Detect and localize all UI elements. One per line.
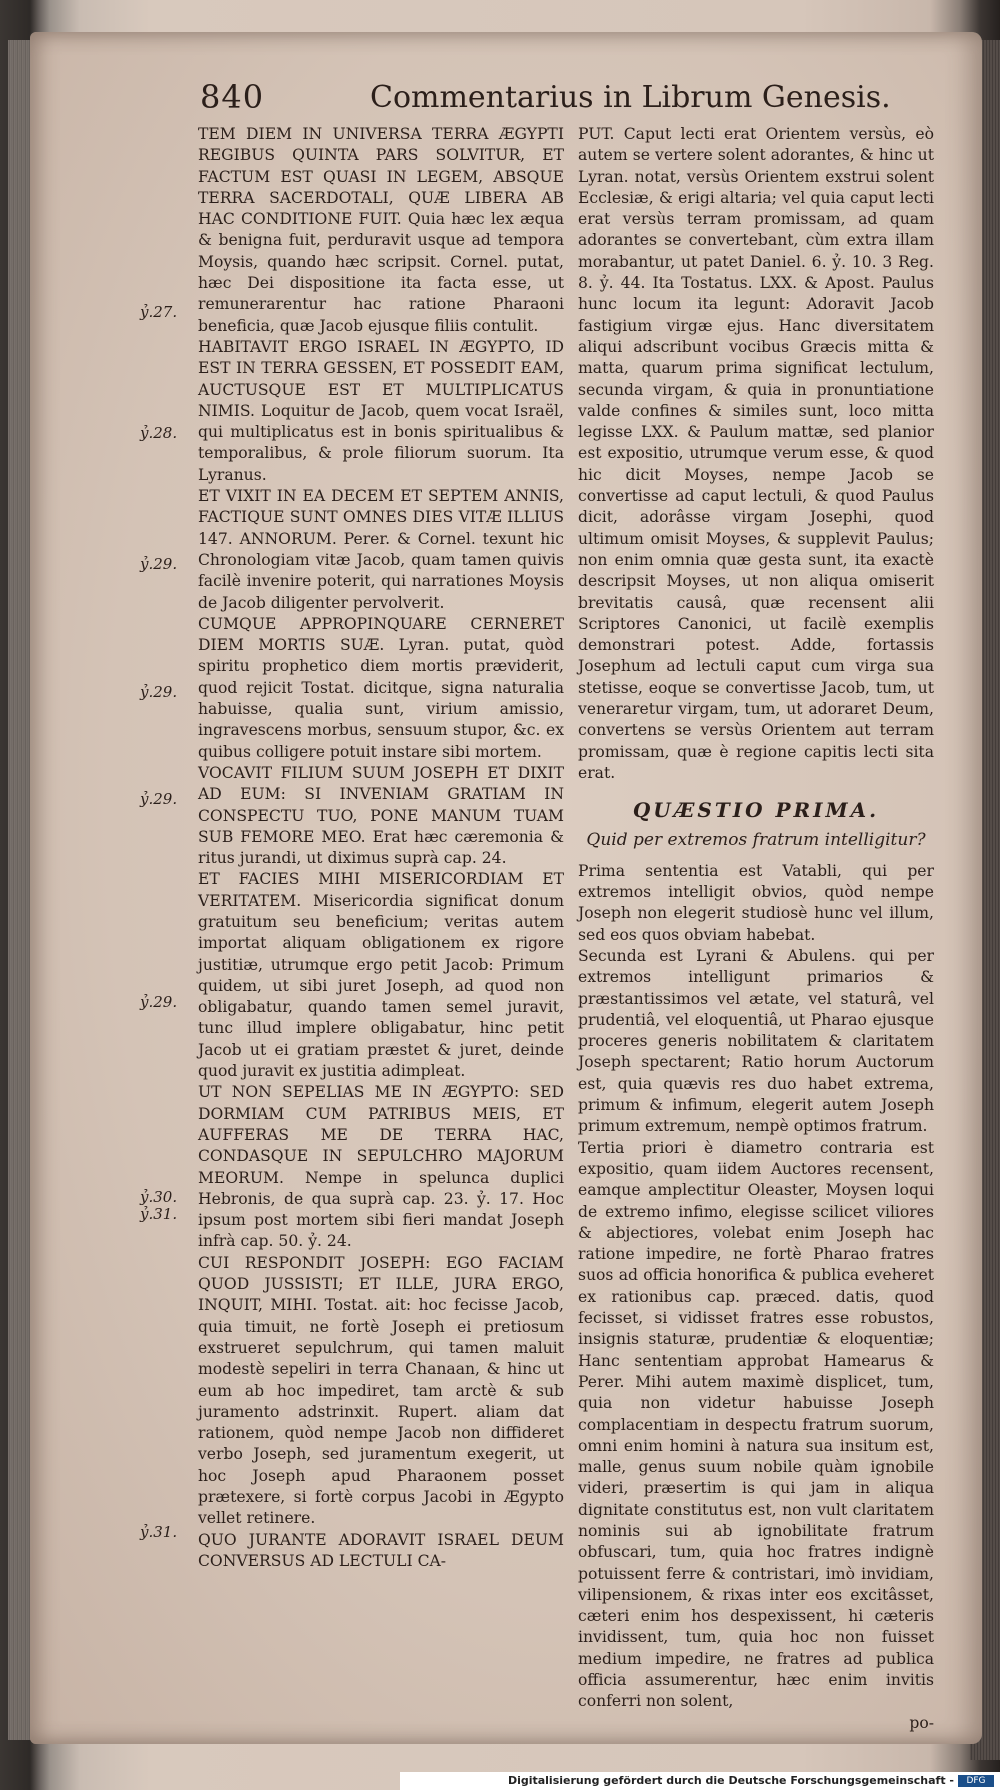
left-column xyxy=(198,124,564,1572)
right-column xyxy=(578,124,934,1734)
paragraph: PUT. Caput lecti erat Orientem versùs, eò autem se vertere solent adorantes, & hinc ut Lyran. notat, versùs Orientem exstrui solent Ecclesiæ, & erigi altaria; vel quia caput lecti erat versùs terram promissam, ad quam adorantes se convertebant, cùm extra illam morabantur, ut patet Daniel. 6. ỷ. 10. 3 Reg. 8. ỷ. 44. Ita Tostatus. LXX. & Apost. Paulus hunc locum ita legunt: Adoravit Jacob fastigium virgæ ejus. Hanc diversitatem aliqui adscribunt vocibus Græcis mitta & matta, quarum prima significat lectulum, secunda virgam, & quia in pronuntiatione valde confines & similes sunt, loco mitta legisse LXX. & Paulum mattæ, sed planior est expositio, utrumque verum esse, & quod hic dicit Moyses, nempe Jacob se convertisse ad caput lectuli, & quod Paulus dicit, adorâsse virgam Josephi, quod ultimum omisit Moyses, & supplevit Paulus; non enim omnia quæ gesta sunt, ita exactè descripsit Moyses, ut non aliqua omiserit brevitatis causâ, quæ recensent alii Scriptores Canonici, ut facilè exemplis demonstrari potest. Adde, fortassis Josephum ad lectuli caput cum virga sua stetisse, eoque se convertisse Jacob, tum, ut veneraretur virgam, tum, ut adoraret Deum, convertens se versùs Orientem aut terram promissam, quæ è regione capitis lecti sita erat. xyxy=(578,125,934,782)
footer-credit: Digitalisierung gefördert durch die Deutsche Forschungsgemeinschaft - xyxy=(507,1774,954,1787)
page-number: 840 xyxy=(200,78,265,116)
dfg-logo: DFG xyxy=(958,1775,994,1787)
paragraph: Prima sententia est Vatabli, qui per extremos intelligit obvios, quòd nempe Joseph non elegerit studiosè hunc vel illum, sed eos quos obviam habebat. xyxy=(578,861,934,944)
paragraph: QUO JURANTE ADORAVIT ISRAEL DEUM CONVERSUS AD LECTULI CA- xyxy=(198,1530,564,1570)
margin-ref: ỷ.29. xyxy=(140,790,178,808)
paragraph: ET FACIES MIHI MISERICORDIAM ET VERITATEM. Misericordia significat donum gratuitum seu beneficium; veritas autem importat aliquam obligationem ex rigore justitiæ, utrumque ergo petit Jacob: Primum quidem, ut sibi juret Joseph, ad quod non obligabatur, quando tamen semel juravit, tunc illud implere obligabatur, hinc petit Jacob ut ei gratiam præstet & juret, deinde quod juravit ex justitia adimpleat. xyxy=(198,870,564,1081)
paragraph: UT NON SEPELIAS ME IN ÆGYPTO: SED DORMIAM CUM PATRIBUS MEIS, ET AUFFERAS ME DE TERRA HAC, CONDASQUE IN SEPULCHRO MAJORUM MEORUM. Nempe in spelunca duplici Hebronis, de qua suprà cap. 23. ỷ. 17. Hoc ipsum post mortem sibi fieri mandat Joseph infrà cap. 50. ỷ. 24. xyxy=(198,1083,564,1251)
margin-ref: ỷ.29. xyxy=(140,555,178,573)
paragraph: VOCAVIT FILIUM SUUM JOSEPH ET DIXIT AD EUM: SI INVENIAM GRATIAM IN CONSPECTU TUO, PONE MANUM TUAM SUB FEMORE MEO. Erat hæc cæremonia & ritus jurandi, ut diximus suprà cap. 24. xyxy=(198,763,564,868)
margin-ref: ỷ.30. xyxy=(140,1188,178,1206)
paragraph: TEM DIEM IN UNIVERSA TERRA ÆGYPTI REGIBUS QUINTA PARS SOLVITUR, ET FACTUM EST QUASI IN LEGEM, ABSQUE TERRA SACERDOTALI, QUÆ LIBERA AB HAC CONDITIONE FUIT. Quia hæc lex æqua & benigna fuit, perduravit usque ad tempora Moysis, quando hæc scripsit. Cornel. putat, hæc Dei dispositione ita facta esse, ut remunerarentur hac ratione Pharaoni beneficia, quæ Jacob ejusque filiis contulit. xyxy=(198,125,564,335)
margin-ref: ỷ.28. xyxy=(140,424,178,442)
margin-ref: ỷ.29. xyxy=(140,683,178,701)
paragraph: CUMQUE APPROPINQUARE CERNERET DIEM MORTIS SUÆ. Lyran. putat, quòd spiritu prophetico diem mortis præviderit, quod rejicit Tostat. dicitque, signa naturalia habuisse, qualia sunt, virium amissio, ingravescens morbus, sensuum stupor, &c. ex quibus colligere potuit instare sibi mortem. xyxy=(198,614,564,761)
page-header xyxy=(200,78,980,128)
margin-ref: ỷ.31. xyxy=(140,1205,178,1223)
margin-ref: ỷ.27. xyxy=(140,303,178,321)
running-title: Commentarius in Librum Genesis. xyxy=(370,80,891,115)
digitization-footer xyxy=(400,1772,1000,1790)
margin-ref: ỷ.31. xyxy=(140,1523,178,1541)
paragraph: ET VIXIT IN EA DECEM ET SEPTEM ANNIS, FACTIQUE SUNT OMNES DIES VITÆ ILLIUS 147. ANNORUM. Perer. & Cornel. texunt hic Chronologiam vitæ Jacob, quam tamen quivis facilè invenire poterit, qui narrationes Moysis de Jacob diligenter pervolverit. xyxy=(198,487,564,612)
margin-ref: ỷ.29. xyxy=(140,993,178,1011)
paragraph: HABITAVIT ERGO ISRAEL IN ÆGYPTO, ID EST IN TERRA GESSEN, ET POSSEDIT EAM, AUCTUSQUE EST ET MULTIPLICATUS NIMIS. Loquitur de Jacob, quem vocat Israël, qui multiplicatus est in bonis spiritualibus & temporalibus, & prole filiorum suorum. Ita Lyranus. xyxy=(198,337,564,484)
paragraph: CUI RESPONDIT JOSEPH: EGO FACIAM QUOD JUSSISTI; ET ILLE, JURA ERGO, INQUIT, MIHI. Tostat. ait: hoc fecisse Jacob, quia timuit, ne fortè Joseph ei pretiosum exstrueret sepulchrum, qui tamen maluit modestè sepeliri in terra Chanaan, & hinc ut eum ab hoc impediret, tam arctè & sub juramento adstrinxit. Rupert. aliam dat rationem, quòd nempe Jacob non diffideret verbo Joseph, sed juramentum exegerit, ut hoc Joseph apud Pharaonem posset prætexere, si fortè corpus Jacobi in Ægypto vellet retinere. xyxy=(198,1253,564,1528)
question-title: QUÆSTIO PRIMA. xyxy=(632,798,880,823)
margin-verse-refs xyxy=(0,0,190,1790)
question-subtitle: Quid per extremos fratrum intelligitur? xyxy=(586,829,926,850)
paragraph: Secunda est Lyrani & Abulens. qui per extremos intelligunt primarios & præstantissimos vel ætate, vel staturâ, vel prudentiâ, vel eloquentiâ, ut Pharao ejusque proceres generis nobilitatem & claritatem Joseph spectarent; Ratio horum Auctorum est, quia quævis res duo habet extrema, primum & infimum, elegerit autem Joseph primum extremum, nempè optimos fratrum. xyxy=(578,946,934,1136)
paragraph: Tertia priori è diametro contraria est expositio, quam iidem Auctores recensent, eamque amplectitur Oleaster, Moysen loqui de extremo infimo, elegisse scilicet viliores & abjectiores, volebat enim Joseph hac ratione impedire, ne fortè Pharao fratres suos ad officia honorifica & publica eveheret ex rationibus cap. præced. datis, quod fecisset, si vidisset fratres esse robustos, insignis staturæ, prudentiæ & eloquentiæ; Hanc sententiam approbat Hamearus & Perer. Mihi autem maximè displicet, tum, quia non videtur habuisse Joseph complacentiam in despectu fratrum suorum, omni enim homini à natura sua insitum est, malle, genus suum nobile quàm ignobile videri, præsertim is qui jam in aliqua dignitate constitutus est, non vult claritatem nominis sui ab ignobilitate fratrum obfuscari, tum, quia hoc fratres indignè potuissent ferre & contristari, imò invidiam, vilipensionem, & rixas inter eos excitâsset, cæteri enim hos despexissent, hi cæteris invidissent, tum, quia hoc non fuisset medium impedire, ne fratres ad publica officia assumerentur, hæc enim invitis conferri non solent, xyxy=(578,1138,934,1711)
catchword: po- xyxy=(909,1713,934,1732)
